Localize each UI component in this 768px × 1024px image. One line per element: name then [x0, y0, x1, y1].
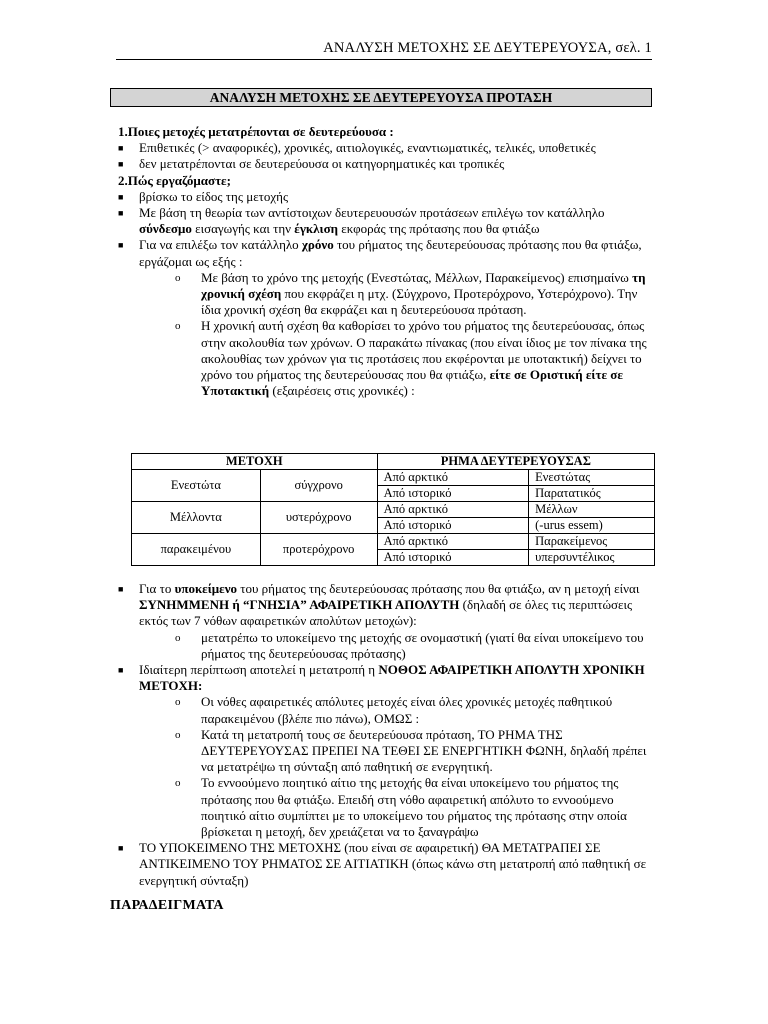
section-part-1: [118, 124, 658, 399]
table-cell: υστερόχρονο: [260, 502, 377, 534]
table-cell: Από ιστορικό: [377, 486, 529, 502]
list-item: ■ δεν μετατρέπονται σε δευτερεύουσα οι κατηγορηματικές και τροπικές: [118, 156, 505, 172]
square-bullet-icon: ■: [118, 584, 124, 594]
table-cell: Από ιστορικό: [377, 518, 529, 534]
table-cell: προτερόχρονο: [260, 534, 377, 566]
table-cell: Από αρκτικό: [377, 470, 529, 486]
sub-item: o Το εννοούμενο ποιητικό αίτιο της μετοχής θα είναι υποκείμενο του ρήματος της πρότασης που θα φτιάξω. Επειδή στη νόθο αφαιρετική απόλυτο το εννοούμενο ποιητικό αίτιο συμπίπτει με το υποκείμενο του ρήματος της πρότασης στην οποία βρίσκεται η μετοχή, δεν χρειάζεται να το ξαναγράψω: [175, 775, 627, 840]
square-bullet-icon: ■: [118, 208, 124, 219]
table-cell: σύγχρονο: [260, 470, 377, 502]
header-rule: [116, 59, 652, 60]
table-cell: Από ιστορικό: [377, 550, 529, 566]
table-row: [132, 470, 655, 486]
list-item: ■ Επιθετικές (> αναφορικές), χρονικές, αιτιολογικές, εναντιωματικές, τελικές, υποθετικές: [118, 140, 596, 156]
circle-bullet-icon: o: [175, 320, 181, 333]
list-item: ■ Με βάση τη θεωρία των αντίστοιχων δευτερευουσών προτάσεων επιλέγω τον κατάλληλο σύνδεσμο εισαγωγής και την έγκλιση εκφοράς της πρότασης που θα φτιάξω: [118, 205, 605, 237]
section-part-2: [118, 581, 658, 889]
table-header-row: [132, 454, 655, 470]
table-cell: Παρακείμενος: [529, 534, 655, 550]
table-cell: Μέλλοντα: [132, 502, 261, 534]
list-item: ■ Ιδιαίτερη περίπτωση αποτελεί η μετατροπή η ΝΟΘΟΣ ΑΦΑΙΡΕΤΙΚΗ ΑΠΟΛΥΤΗ ΧΡΟΝΙΚΗ ΜΕΤΟΧΗ:: [118, 662, 645, 694]
sub-item: o Η χρονική αυτή σχέση θα καθορίσει το χρόνο του ρήματος της δευτερεύουσας, όπως στην ακολουθία των χρόνων. Ο παρακάτω πίνακας (που είναι ίδιος με τον πίνακα της ακολουθίας των χρόνων για τις προτάσεις που εκφέρονται με υποτακτική) δείχνει το χρόνο του ρήματος της δευτερεύουσας που θα φτιάξω, είτε σε Οριστική είτε σε Υποτακτική (εξαιρέσεις στις χρονικές) :: [175, 318, 647, 399]
square-bullet-icon: ■: [118, 240, 124, 251]
list-item: ■ Για να επιλέξω τον κατάλληλο χρόνο του ρήματος της δευτερεύουσας πρότασης που θα φτιάξω, εργάζομαι ως εξής :: [118, 237, 642, 269]
square-bullet-icon: ■: [118, 191, 124, 202]
table-cell: Από αρκτικό: [377, 534, 529, 550]
header-participle: ΜΕΤΟΧΗ: [132, 454, 378, 470]
header-verb: ΡΗΜΑ ΔΕΥΤΕΡΕΥΟΥΣΑΣ: [377, 454, 654, 470]
question-2: 2.Πώς εργαζόμαστε;: [118, 172, 231, 188]
document-title: ΑΝΑΛΥΣΗ ΜΕΤΟΧΗΣ ΣΕ ΔΕΥΤΕΡΕΥΟΥΣΑ ΠΡΟΤΑΣΗ: [110, 88, 652, 107]
sub-item: o μετατρέπω το υποκείμενο της μετοχής σε ονομαστική (γιατί θα είναι υποκείμενο του ρήματος της δευτερεύουσας πρότασης): [175, 629, 644, 661]
list-item: ■ Για το υποκείμενο του ρήματος της δευτερεύουσας πρότασης που θα φτιάξω, αν η μετοχή είναι ΣΥΝΗΜΜΕΝΗ ή “ΓΝΗΣΙΑ” ΑΦΑΙΡΕΤΙΚΗ ΑΠΟΛΥΤΗ (δηλαδή σε όλες τις περιπτώσεις εκτός των 7 νόθων αφαιρετικών απολύτων μετοχών):: [118, 581, 640, 629]
tense-table: [131, 453, 655, 566]
square-bullet-icon: ■: [118, 159, 124, 170]
circle-bullet-icon: o: [175, 631, 181, 644]
table-cell: παρακειμένου: [132, 534, 261, 566]
table-cell: Ενεστώτας: [529, 470, 655, 486]
sub-item: o Οι νόθες αφαιρετικές απόλυτες μετοχές είναι όλες χρονικές μετοχές παθητικού παρακειμένου (βλέπε πιο πάνω), ΟΜΩΣ :: [175, 694, 613, 726]
list-item: ■ ΤΟ ΥΠΟΚΕΙΜΕΝΟ ΤΗΣ ΜΕΤΟΧΗΣ (που είναι σε αφαιρετική) ΘΑ ΜΕΤΑΤΡΑΠΕΙ ΣΕ ΑΝΤΙΚΕΙΜΕΝΟ ΤΟΥ ΡΗΜΑΤΟΣ ΣΕ ΑΙΤΙΑΤΙΚΗ (όπως κάνω στη μετατροπή από παθητική σε ενεργητική σύνταξη): [118, 840, 647, 888]
circle-bullet-icon: o: [175, 271, 181, 284]
table-row: [132, 534, 655, 550]
square-bullet-icon: ■: [118, 843, 124, 854]
question-1: 1.Ποιες μετοχές μετατρέπονται σε δευτερεύουσα :: [118, 124, 394, 139]
table-cell: (-urus essem): [529, 518, 655, 534]
table-cell: Ενεστώτα: [132, 470, 261, 502]
examples-heading: ΠΑΡΑΔΕΙΓΜΑΤΑ: [110, 898, 224, 913]
list-item: ■ βρίσκω το είδος της μετοχής: [118, 188, 289, 204]
square-bullet-icon: ■: [118, 143, 124, 154]
table-cell: Από αρκτικό: [377, 502, 529, 518]
square-bullet-icon: ■: [118, 665, 124, 676]
circle-bullet-icon: o: [175, 777, 181, 790]
table-cell: Μέλλων: [529, 502, 655, 518]
table-cell: Παρατατικός: [529, 486, 655, 502]
sub-item: o Κατά τη μετατροπή τους σε δευτερεύουσα πρόταση, ΤΟ ΡΗΜΑ ΤΗΣ ΔΕΥΤΕΡΕΥΟΥΣΑΣ ΠΡΕΠΕΙ ΝΑ ΤΕΘΕΙ ΣΕ ΕΝΕΡΓΗΤΙΚΗ ΦΩΝΗ, δηλαδή πρέπει να μετατρέψω τη σύνταξη από παθητική σε ενεργητική.: [175, 726, 647, 775]
table-cell: υπερσυντέλικος: [529, 550, 655, 566]
sub-item: o Με βάση το χρόνο της μετοχής (Ενεστώτας, Μέλλων, Παρακείμενος) επισημαίνω τη χρονική σχέση που εκφράζει η μτχ. (Σύγχρονο, Προτερόχρονο, Υστερόχρονο). Την ίδια χρονική σχέση θα εκφράζει και η δευτερεύουσα πρόταση.: [175, 269, 646, 318]
table-row: [132, 502, 655, 518]
circle-bullet-icon: o: [175, 696, 181, 709]
circle-bullet-icon: o: [175, 728, 181, 741]
page-header: ΑΝΑΛΥΣΗ ΜΕΤΟΧΗΣ ΣΕ ΔΕΥΤΕΡΕΥΟΥΣΑ, σελ. 1: [323, 40, 652, 56]
